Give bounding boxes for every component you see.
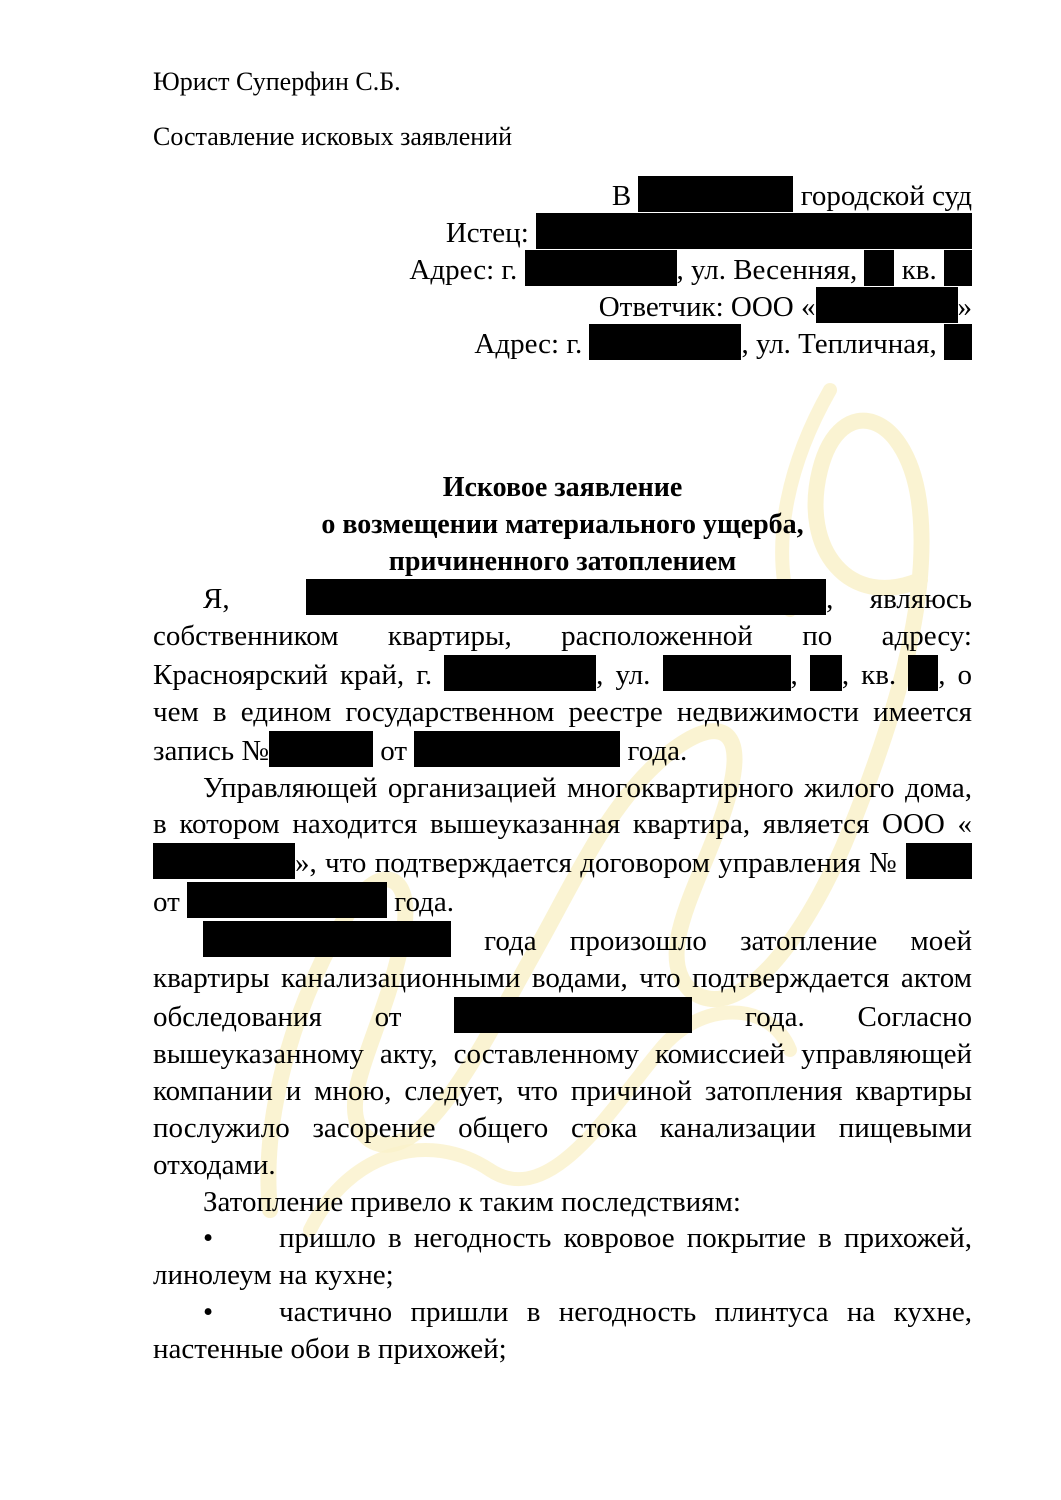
- bullet-icon: •: [203, 1296, 214, 1329]
- bullet-item-2: [153, 1294, 972, 1368]
- court-suffix: городской суд: [800, 180, 972, 212]
- redaction-box: [414, 731, 620, 767]
- text-fragment: Я,: [203, 583, 230, 615]
- redaction-box: [153, 843, 295, 879]
- document-body: [153, 579, 972, 1368]
- redaction-box: [944, 250, 972, 286]
- service-title: Составление исковых заявлений: [153, 122, 513, 151]
- redaction-box: [816, 287, 958, 323]
- defendant-close: »: [957, 291, 972, 323]
- paragraph-flooding: [153, 921, 972, 1183]
- text-fragment: ,: [790, 658, 798, 691]
- text-fragment: », что подтверждается договором управления №: [295, 847, 898, 880]
- text-fragment: от: [380, 734, 408, 767]
- document-subtitle-2: причиненного затоплением: [388, 546, 737, 577]
- redaction-box: [536, 213, 972, 249]
- paragraph-owner: [153, 579, 972, 770]
- bullet-text: пришло в негодность ковровое покрытие в прихожей, линолеум на кухне;: [153, 1222, 972, 1292]
- text-fragment: , кв.: [841, 658, 897, 691]
- redaction-box: [269, 731, 373, 767]
- document-title: Исковое заявление: [442, 472, 683, 503]
- plaintiff-address-line: [409, 250, 972, 287]
- text-fragment: года. Согласно вышеуказанному акту, составленному комиссией управляющей компании и мною, следует, что причиной затопления квартиры послужило засорение общего стока канализации пищевыми отходами.: [153, 1000, 973, 1181]
- defendant-address-line: [474, 324, 972, 361]
- plaintiff-address-prefix: Адрес: г.: [409, 254, 518, 286]
- paragraph-consequences: Затопление привело к таким последствиям:: [203, 1185, 741, 1218]
- plaintiff-label: Истец:: [445, 217, 529, 249]
- paragraph-management: [153, 770, 972, 922]
- redaction-box: [638, 176, 793, 212]
- text-fragment: , ул.: [596, 658, 651, 691]
- text-fragment: года.: [394, 886, 455, 919]
- court-line: [612, 176, 972, 213]
- text-fragment: Управляющей организацией многоквартирного жилого дома, в котором находится вышеуказанная квартира, является ООО «: [153, 771, 972, 841]
- redaction-box: [306, 579, 826, 615]
- text-fragment: , являюсь собственником квартиры, расположенной по адресу: Красноярский край, г.: [153, 583, 972, 691]
- plaintiff-line: [446, 213, 972, 250]
- document-subtitle-1: о возмещении материального ущерба,: [321, 509, 804, 540]
- plaintiff-street: , ул. Весенняя,: [676, 254, 858, 286]
- court-prefix: В: [611, 180, 632, 212]
- text-fragment: от: [153, 886, 180, 919]
- redaction-box: [525, 250, 677, 286]
- bullet-text: частично пришли в негодность плинтуса на кухне, настенные обои в прихожей;: [153, 1296, 972, 1366]
- text-fragment: года.: [627, 734, 688, 767]
- text-fragment: года произошло затопление моей квартиры канализационными водами, что подтверждается актом обследования от: [153, 925, 973, 1033]
- redaction-box: [906, 843, 972, 879]
- redaction-box: [944, 324, 972, 360]
- defendant-address-prefix: Адрес: г.: [474, 328, 583, 360]
- plaintiff-flat: кв.: [901, 254, 937, 286]
- lawyer-name: Юрист Суперфин С.Б.: [153, 67, 401, 96]
- redaction-box: [810, 655, 842, 691]
- redaction-box: [663, 655, 791, 691]
- defendant-street: , ул. Тепличная,: [741, 328, 937, 360]
- redaction-box: [444, 655, 596, 691]
- redaction-box: [589, 324, 741, 360]
- text-fragment: , о чем в едином государственном реестре недвижимости имеется запись №: [153, 658, 973, 767]
- redaction-box: [203, 921, 451, 957]
- redaction-box: [908, 655, 938, 691]
- bullet-item-1: [153, 1220, 972, 1294]
- redaction-box: [187, 882, 387, 918]
- redaction-box: [454, 997, 692, 1033]
- defendant-line: [599, 287, 972, 324]
- bullet-icon: •: [203, 1222, 214, 1255]
- defendant-label: Ответчик: ООО «: [598, 291, 816, 323]
- redaction-box: [864, 250, 894, 286]
